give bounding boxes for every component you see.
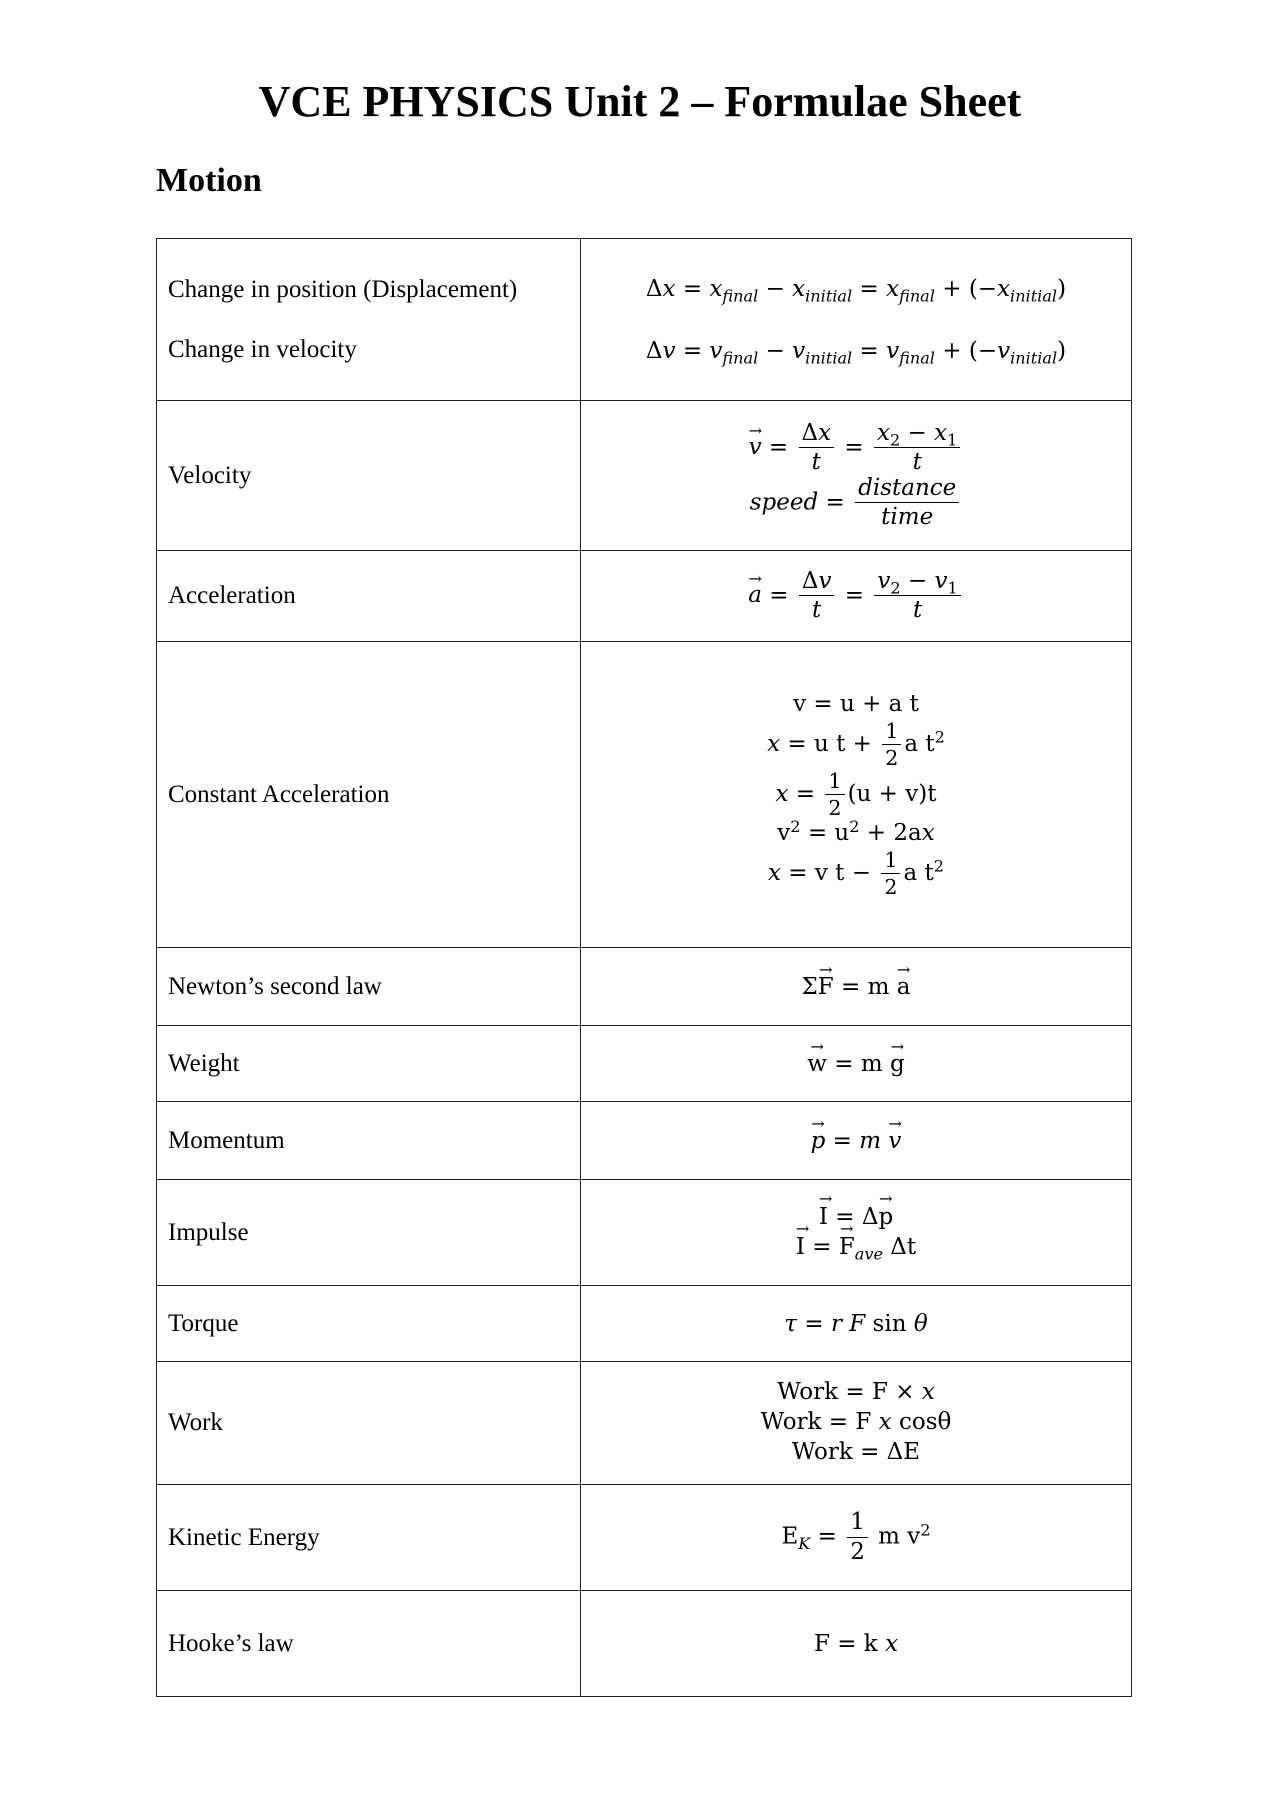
label-newtons-second-law: Newton’s second law <box>168 972 382 1000</box>
formula-label <box>157 1485 581 1591</box>
formula-newtons-second-law: ΣF → = m a → <box>581 948 1132 1026</box>
label-kinetic-energy: Kinetic Energy <box>168 1523 320 1551</box>
formula-label <box>157 1286 581 1362</box>
formula-hookes-law: F = k x <box>581 1591 1132 1697</box>
formula-work: Work = F × x Work = F x cosθ Work = ΔE <box>581 1362 1132 1485</box>
formula-velocity <box>581 401 1132 551</box>
section-heading-motion: Motion <box>156 162 262 199</box>
label-displacement: Change in position (Displacement) <box>168 275 518 303</box>
label-impulse: Impulse <box>168 1218 249 1246</box>
label-work: Work <box>168 1409 223 1436</box>
label-constant-acceleration: Constant Acceleration <box>168 780 390 808</box>
formula-label <box>157 1026 581 1102</box>
page-title: VCE PHYSICS Unit 2 – Formulae Sheet <box>258 77 1022 126</box>
formula-label <box>157 948 581 1026</box>
suvat-1: v = u + a t <box>793 691 919 718</box>
label-velocity: Velocity <box>168 461 252 489</box>
table-row <box>157 1591 1132 1697</box>
formula-label <box>157 1591 581 1697</box>
label-momentum: Momentum <box>168 1126 285 1154</box>
table-row <box>157 401 1132 551</box>
formula-label <box>157 1180 581 1286</box>
formula-impulse: I → = Δp → I → = $F \to_{ave}$ Δt <box>581 1180 1132 1286</box>
formula-label <box>157 1102 581 1180</box>
table-row <box>157 1026 1132 1102</box>
formula-label <box>157 642 581 948</box>
label-torque: Torque <box>168 1309 239 1337</box>
formula-label <box>157 401 581 551</box>
formula-kinetic-energy: $E_K$ = $\frac{1}{2}$ m $v^2$ <box>581 1485 1132 1591</box>
label-change-in-velocity: Change in velocity <box>168 335 357 363</box>
suvat-5: x = v t − $\frac{1}{2}$ a $t^2$ <box>767 848 945 899</box>
formula-label <box>157 1362 581 1485</box>
formula-label <box>157 551 581 642</box>
label-acceleration: Acceleration <box>168 582 296 609</box>
table-row <box>157 1102 1132 1180</box>
table-row <box>157 948 1132 1026</box>
formula-acceleration: a → = $\frac{\Delta v}{t}$ = $\frac{v_2 - v_1}{t}$ <box>581 551 1132 642</box>
formula-momentum: p → = m v → <box>581 1102 1132 1180</box>
formula-label <box>157 239 581 401</box>
formula-displacement-velocity-change <box>581 239 1132 401</box>
formula-velocity-vector: v → = $\frac{\Delta x}{t}$ = $\frac{x_2 - x_1}{t}$ <box>581 421 1131 476</box>
label-weight: Weight <box>168 1049 240 1077</box>
table-row <box>157 1286 1132 1362</box>
table-row <box>157 1485 1132 1591</box>
suvat-3: x = $\frac{1}{2}$ (u + v)t <box>775 768 937 820</box>
formula-velocity-change: $\Delta v = v_{final} - v_{initial} = v_{final} + (-v_{initial})$ <box>645 337 1067 368</box>
label-hookes-law: Hooke’s law <box>168 1629 294 1657</box>
suvat-2: x = u t + $\frac{1}{2}$ a $t^2$ <box>767 719 945 770</box>
suvat-4: $v^2 = u^2 + 2ax$ <box>777 817 935 847</box>
formula-table <box>156 238 1132 1697</box>
formula-displacement: $\Delta x = x_{final} - x_{initial} = x_{final} + (-x_{initial})$ <box>645 275 1067 306</box>
table-row <box>157 1362 1132 1485</box>
formula-torque: τ = r F sin θ <box>581 1286 1132 1362</box>
formula-constant-acceleration <box>581 642 1132 948</box>
formula-weight: w → = m g → <box>581 1026 1132 1102</box>
formula-speed: speed = distance time <box>581 476 1131 531</box>
table-row <box>157 551 1132 642</box>
table-row <box>157 239 1132 401</box>
table-row <box>157 642 1132 948</box>
table-row <box>157 1180 1132 1286</box>
